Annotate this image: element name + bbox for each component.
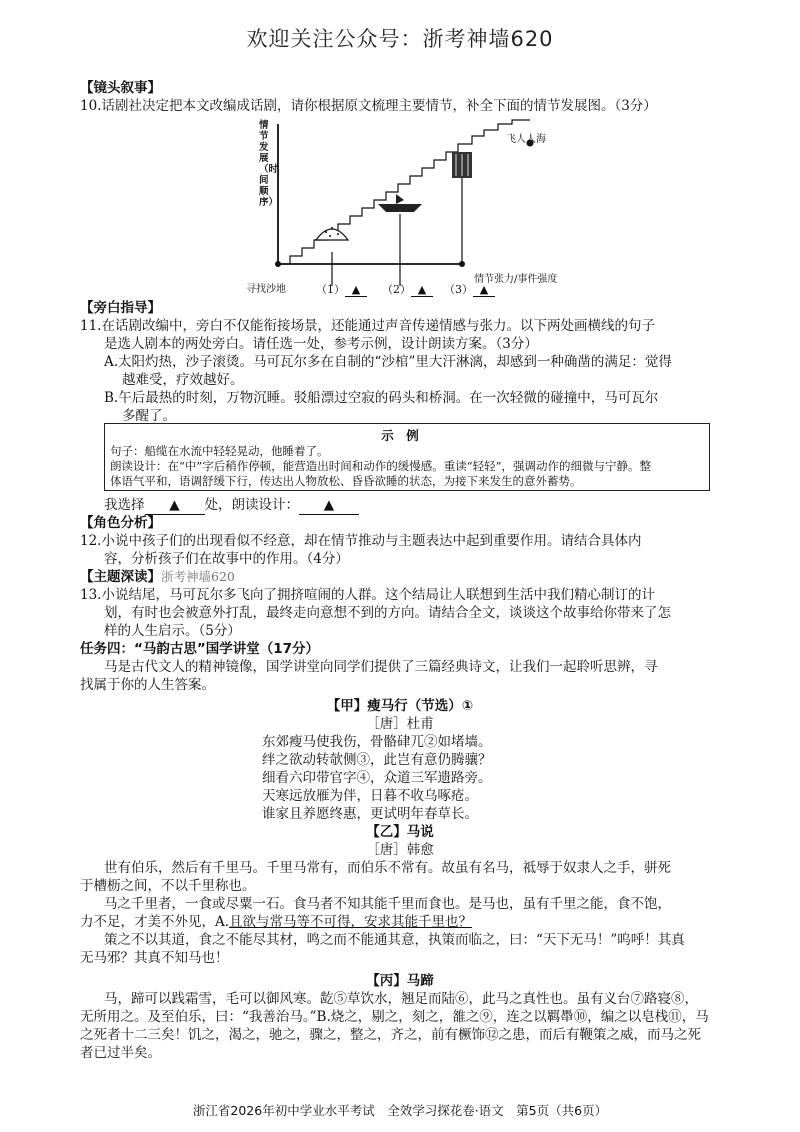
bing-line-3: 之死者十二三矣！饥之，渴之，驰之，骤之，整之，齐之，前有橛饰⑫之患，而后有鞭策之威，而马之死 xyxy=(80,1027,701,1043)
jia-title: 【甲】瘦马行（节选）① xyxy=(326,698,474,714)
yi-title: 【乙】马说 xyxy=(366,824,434,840)
question-11-line1: 11.在话剧改编中，旁白不仅能衔接场景，还能通过声音传递情感与张力。以下两处画横线的句子 xyxy=(80,318,655,334)
example-line3: 体语气平和，语调舒缓下行，传达出人物放松、昏昏欲睡的状态，为接下来发生的意外蓄势。 xyxy=(110,474,582,488)
blank-1[interactable]: （1） ▲ xyxy=(316,281,367,297)
section-jingtou: 【镜头叙事】 xyxy=(80,80,161,96)
end-axis-dot xyxy=(459,261,465,267)
staircase xyxy=(278,120,530,264)
yi-line-2: 于槽枥之间，不以千里称也。 xyxy=(80,878,256,894)
start-dot xyxy=(275,261,281,267)
intro-line2: 找属于你的人生答案。 xyxy=(80,677,215,693)
jia-author: ［唐］杜甫 xyxy=(366,716,434,732)
section-pangbai: 【旁白指导】 xyxy=(80,300,161,316)
yi-line-3: 马之千里者，一食或尽粟一石。食马者不知其能千里而食也。是马也，虽有千里之能，食不饱， xyxy=(104,896,671,912)
option-a-line1: A.太阳灼热，沙子滚烫。马可瓦尔多在自制的“沙棺”里大汗淋漓，却感到一种确凿的满足：觉得 xyxy=(104,354,672,370)
section-zhuti-row: 【主题深读】浙考神墙620 xyxy=(80,569,235,585)
example-line1: 句子：船缆在水流中轻轻晃动，他睡着了。 xyxy=(110,444,329,458)
option-a-line2: 越难受，疗效越好。 xyxy=(122,372,244,388)
chart-start-label: 寻找沙地 xyxy=(246,284,286,295)
bing-line-4: 者已过半矣。 xyxy=(80,1045,161,1061)
watermark: 浙考神墙620 xyxy=(161,569,235,584)
yi-line-6: 无马邪？其真不知马也！ xyxy=(80,950,229,966)
page-footer: 浙江省2026年初中学业水平考试 全效学习探花卷·语文 第5页（共6页） xyxy=(192,1103,608,1118)
option-b-line1: B.午后最热的时刻，万物沉睡。驳船漂过空寂的码头和桥洞。在一次轻微的碰撞中，马可瓦尔 xyxy=(104,390,659,406)
chart-y-label: 情节发展（时间顺序） xyxy=(259,120,279,208)
question-13-line1: 13.小说结尾，马可瓦尔多飞向了拥挤喧闹的人群。这个结局让人联想到生活中我们精心制订的计 xyxy=(80,587,655,603)
intro-line1: 马是古代文人的精神镜像，国学讲堂向同学们提供了三篇经典诗文，让我们一起聆听思辨，寻 xyxy=(104,659,658,675)
question-13-line3: 样的人生启示。（5分） xyxy=(104,623,241,639)
question-13-line2: 划，有时也会被意外打乱，最终走向意想不到的方向。请结合全文，谈谈这个故事给你带来了怎 xyxy=(104,605,671,621)
question-12-line2: 容，分析孩子们在故事中的作用。（4分） xyxy=(104,551,349,567)
chart-x-label: 情节张力/事件强度 xyxy=(474,274,558,285)
question-11-line2: 是选人剧本的两处旁白。请任选一处，参考示例，设计朗读方案。（3分） xyxy=(104,336,538,352)
section-juese: 【角色分析】 xyxy=(80,515,161,531)
yi-line-5: 策之不以其道，食之不能尽其材，鸣之而不能通其意，执策而临之，曰：“天下无马！”呜呼！其真 xyxy=(104,932,685,948)
bing-line-1: 马，蹄可以践霜雪，毛可以御风寒。龁⑤草饮水，翘足而陆⑥，此马之真性也。虽有义台⑦路寝⑧， xyxy=(104,991,698,1007)
yi-line-1: 世有伯乐，然后有千里马。千里马常有，而伯乐不常有。故虽有名马，祗辱于奴隶人之手，骈死 xyxy=(104,860,671,876)
boat-icon xyxy=(378,204,422,212)
example-line2: 朗读设计：在“中”字后稍作停顿，能营造出时间和动作的缓慢感。重读“轻轻”，强调动作的细微与宁静。整 xyxy=(110,459,652,473)
option-b-line2: 多醒了。 xyxy=(122,408,176,424)
blank-2[interactable]: （2） ▲ xyxy=(382,281,433,297)
example-title: 示 例 xyxy=(381,428,419,443)
question-12-line1: 12.小说中孩子们的出现看似不经意，却在情节推动与主题表达中起到重要作用。请结合具体内 xyxy=(80,533,642,549)
yi-author: ［唐］韩愈 xyxy=(366,842,434,858)
jia-line-4: 天寒远放雁为伴，日暮不收乌啄疮。 xyxy=(262,788,478,804)
jia-line-2: 绊之欲动转欹侧③，此岂有意仍腾骧？ xyxy=(262,752,492,768)
jia-line-1: 东郊瘦马使我伤，骨骼硉兀②如堵墙。 xyxy=(262,734,492,750)
answer-line[interactable]: 我选择 ▲ 处，朗读设计： ▲ xyxy=(104,496,359,515)
bing-title: 【丙】马蹄 xyxy=(366,973,434,989)
jia-line-5: 谁家且养愿终惠，更试明年春草长。 xyxy=(262,806,478,822)
chart-end-label: 飞人人海 xyxy=(506,134,546,145)
page-header: 欢迎关注公众号：浙考神墙620 xyxy=(246,27,554,51)
yi-line-4: 力不足，才美不外见，A.且欲与常马等不可得，安求其能千里也？ xyxy=(80,914,473,930)
blank-3[interactable]: （3） ▲ xyxy=(444,281,495,297)
jia-line-3: 细看六印带官字④，众道三军遗路旁。 xyxy=(262,770,492,786)
bing-line-2: 无所用之。及至伯乐，曰：“我善治马。”B.烧之，剔之，刻之，雒之⑨，连之以羁馽⑩，编之以皂栈⑪，马 xyxy=(80,1009,709,1025)
yi-underlined-a: 且欲与常马等不可得，安求其能千里也？ xyxy=(229,914,473,930)
question-10: 10.话剧社决定把本文改编成话剧，请你根据原文梳理主要情节，补全下面的情节发展图。（3分） xyxy=(80,98,657,114)
sand-pile-icon xyxy=(316,229,348,240)
task-4-title: 任务四：“马韵古思”国学讲堂（17分） xyxy=(80,641,320,657)
